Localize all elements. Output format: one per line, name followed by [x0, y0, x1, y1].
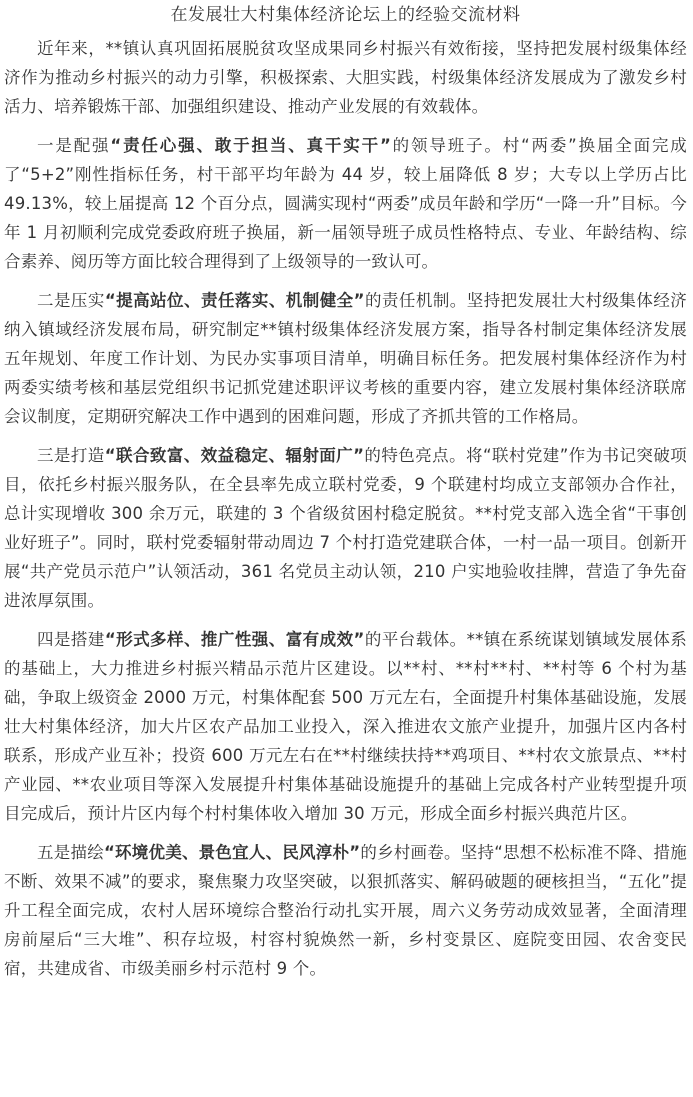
section-body: 的平台载体。**镇在系统谋划镇域发展体系的基础上，大力推进乡村振兴精品示范片区建设。以**村、**村**村、**村等 6 个村为基础，争取上级资金 2000 万元，村集体配套 500 万元左右，全面提升村集体基础设施，发展壮大村集体经济，加大片区农产品加工业投入，深入推进农文旅产业提升，加强片区内各村联系，形成产业互补；投资 600 万元左右在**村继续扶持**鸡项目、**村农文旅景点、**村产业园、**农业项目等深入发展提升村集体基础设施提升的基础上完成各村产业转型提升项目完成后，预计片区内每个村村集体收入增加 30 万元，形成全面乡村振兴典范片区。 [4, 630, 688, 823]
section-paragraph-5 [4, 838, 687, 983]
section-emphasis: “形式多样、推广性强、富有成效” [104, 630, 365, 649]
section-paragraph-1 [4, 131, 687, 276]
section-lead: 二是压实 [37, 291, 105, 310]
section-lead: 四是搭建 [37, 630, 105, 649]
section-body: 的特色亮点。将“联村党建”作为书记突破项目，依托乡村振兴服务队，在全县率先成立联村党委，9 个联建村均成立支部领办合作社，总计实现增收 300 余万元，联建的 3 个省级贫困村稳定脱贫。**村党支部入选全省“干事创业好班子”。同时，联村党委辐射带动周边 7 个村打造党建联合体，一村一品一项目。创新开展“共产党员示范户”认领活动，361 名党员主动认领，210 户实地验收挂牌，营造了争先奋进浓厚氛围。 [4, 446, 687, 610]
section-body: 的乡村画卷。坚持“思想不松标准不降、措施不断、效果不减”的要求，聚焦聚力攻坚突破，以狠抓落实、解码破题的硬核担当，“五化”提升工程全面完成，农村人居环境综合整治行动扎实开展，周六义务劳动成效显著，全面清理房前屋后“三大堆”、积存垃圾，村容村貌焕然一新，乡村变景区、庭院变田园、农舍变民宿，共建成省、市级美丽乡村示范村 9 个。 [4, 843, 687, 978]
section-body: 的领导班子。村“两委”换届全面完成了“5+2”刚性指标任务，村干部平均年龄为 44 岁，较上届降低 8 岁；大专以上学历占比 49.13%，较上届提高 12 个百分点，圆满实现村“两委”成员年龄和学历“一降一升”目标。今年 1 月初顺利完成党委政府班子换届，新一届领导班子成员性格特点、专业、年龄结构、综合素养、阅历等方面比较合理得到了上级领导的一致认可。 [4, 136, 687, 271]
section-body: 的责任机制。坚持把发展壮大村级集体经济纳入镇域经济发展布局，研究制定**镇村级集体经济发展方案，指导各村制定集体经济发展五年规划、年度工作计划、为民办实事项目清单，明确目标任务。把发展村集体经济作为村两委实绩考核和基层党组织书记抓党建述职评议考核的重要内容，建立发展村集体经济联席会议制度，定期研究解决工作中遇到的困难问题，形成了齐抓共管的工作格局。 [4, 291, 687, 426]
section-paragraph-3 [4, 441, 687, 615]
section-lead: 一是配强 [37, 136, 111, 155]
section-lead: 三是打造 [37, 446, 105, 465]
section-emphasis: “环境优美、景色宜人、民风淳朴” [103, 843, 361, 862]
section-paragraph-4 [4, 625, 687, 828]
section-emphasis: “提高站位、责任落实、机制健全” [104, 291, 365, 310]
section-emphasis: “责任心强、敢于担当、真干实干” [110, 136, 391, 155]
section-emphasis: “联合致富、效益稳定、辐射面广” [104, 446, 365, 465]
intro-paragraph: 近年来，**镇认真巩固拓展脱贫攻坚成果同乡村振兴有效衔接，坚持把发展村级集体经济作为推动乡村振兴的动力引擎，积极探索、大胆实践，村级集体经济发展成为了激发乡村活力、培养锻炼干部、加强组织建设、推动产业发展的有效载体。 [4, 39, 687, 116]
section-lead: 五是描绘 [37, 843, 104, 862]
section-paragraph-2 [4, 286, 687, 431]
document-title: 在发展壮大村集体经济论坛上的经验交流材料 [170, 5, 521, 25]
